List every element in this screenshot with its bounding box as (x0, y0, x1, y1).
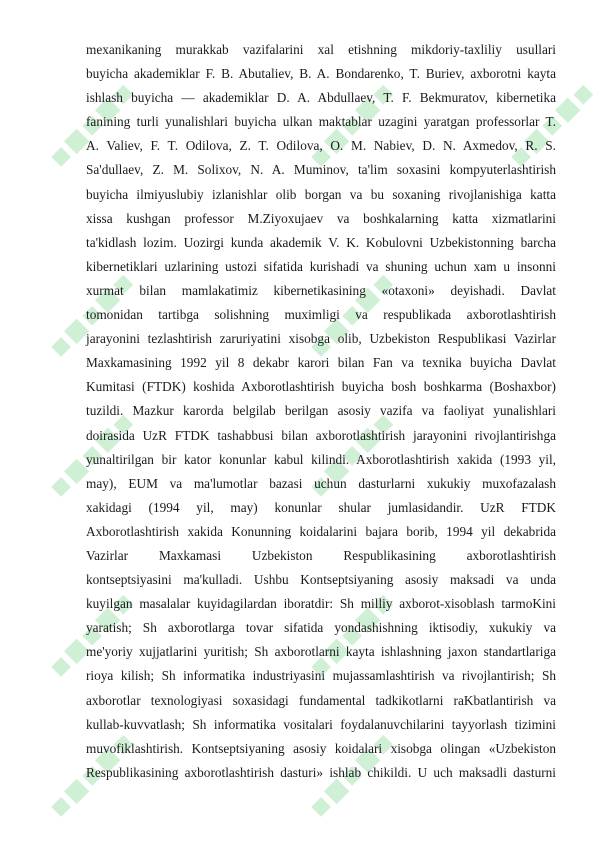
text-line: muvofiklashtirish. Kontseptsiyaning asosiy koidalari xisobga olingan «Uzbekiston (86, 740, 556, 756)
text-line: buyicha akademiklar F. B. Abutaliev, B. A. Bondarenko, T. Buriev, axborotni kayta (86, 66, 556, 82)
text-line: axborotlar texnologiyasi soxasidagi fundamental tadkikotlarni raKbatlantirish va (86, 692, 556, 708)
text-line: Axborotlashtirish xakida Konunning koidalarini bajara borib, 1994 yil dekabrida (86, 523, 556, 539)
text-line: Sa'dullaev, Z. M. Solixov, N. A. Muminov, ta'lim soxasini kompyuterlashtirish (86, 162, 556, 178)
text-line: Maxkamasining 1992 yil 8 dekabr karori bilan Fan va texnika buyicha Davlat (86, 355, 556, 371)
body-text (86, 38, 556, 785)
text-line: ishlash buyicha — akademiklar D. A. Abdullaev, T. F. Bekmuratov, kibernetika (86, 90, 556, 106)
text-line: yaratish; Sh axborotlarga tovar sifatida yondashishning iktisodiy, xukukiy va (86, 620, 556, 636)
text-line: xurmat bilan mamlakatimiz kibernetikasining «otaxoni» deyishadi. Davlat (86, 282, 556, 298)
text-line: tomonidan tartibga solishning muximligi va respublikada axborotlashtirish (86, 307, 556, 323)
text-line: xissa kushgan professor M.Ziyoxujaev va boshkalarning katta xizmatlarini (86, 210, 556, 226)
text-line: mexanikaning murakkab vazifalarini xal etishning mikdoriy-taxliliy usullari (86, 42, 556, 57)
text-line: ta'kidlash lozim. Uozirgi kunda akademik V. K. Kobulovni Uzbekistonning barcha (86, 234, 556, 250)
text-line: Vazirlar Maxkamasi Uzbekiston Respublikasining axborotlashtirish (86, 547, 556, 563)
text-line: A. Valiev, F. T. Odilova, Z. T. Odilova, O. M. Nabiev, D. N. Axmedov, R. S. (86, 138, 556, 154)
text-line: kuyilgan masalalar kuyidagilardan iboratdir: Sh milliy axborot-xisoblash tarmoKini (86, 596, 556, 612)
text-line: yunaltirilgan bir kator konunlar kabul kilindi. Axborotlashtirish xakida (1993 yil, (86, 451, 556, 467)
text-line: kullab-kuvvatlash; Sh informatika vositalari foydalanuvchilarini tayyorlash tizimini (86, 716, 556, 732)
text-line: xakidagi (1994 yil, may) konunlar shular jumlasidandir. UzR FTDK (86, 499, 556, 515)
text-line: may), EUM va ma'lumotlar bazasi uchun dasturlarni xukukiy muxofazalash (86, 475, 556, 491)
text-line: tuzildi. Mazkur karorda belgilab berilgan asosiy vazifa va faoliyat yunalishlari (86, 403, 556, 419)
text-line: Kumitasi (FTDK) koshida Axborotlashtirish buyicha bosh boshkarma (Boshaxbor) (86, 379, 556, 395)
text-line: rioya kilish; Sh informatika industriyasini mujassamlashtirish va rivojlantirish; Sh (86, 668, 556, 684)
text-line: Respublikasining axborotlashtirish dasturi» ishlab chikildi. U uch maksadli dasturni (86, 764, 556, 780)
text-line: kibernetiklari uzlarining ustozi sifatida kurishadi va shuning uchun xam u insonni (86, 258, 556, 274)
text-line: jarayonini tezlashtirish zaruriyatini xisobga olib, Uzbekiston Respublikasi Vazirlar (86, 331, 556, 347)
text-line: kontseptsiyasini ma'kulladi. Ushbu Kontseptsiyaning asosiy maksadi va unda (86, 572, 556, 588)
text-line: me'yoriy xujjatlarini yuritish; Sh axborotlarni kayta ishlashning jaxon standartlariga (86, 644, 556, 660)
text-line: fanining turli yunalishlari buyicha ulkan maktablar uzagini yaratgan professorlar T. (86, 114, 556, 130)
text-line: buyicha ilmiyuslubiy izlanishlar olib borgan va bu soxaning rivojlanishiga katta (86, 186, 556, 202)
text-line: doirasida UzR FTDK tashabbusi bilan axborotlashtirish jarayonini rivojlantirishga (86, 427, 556, 443)
